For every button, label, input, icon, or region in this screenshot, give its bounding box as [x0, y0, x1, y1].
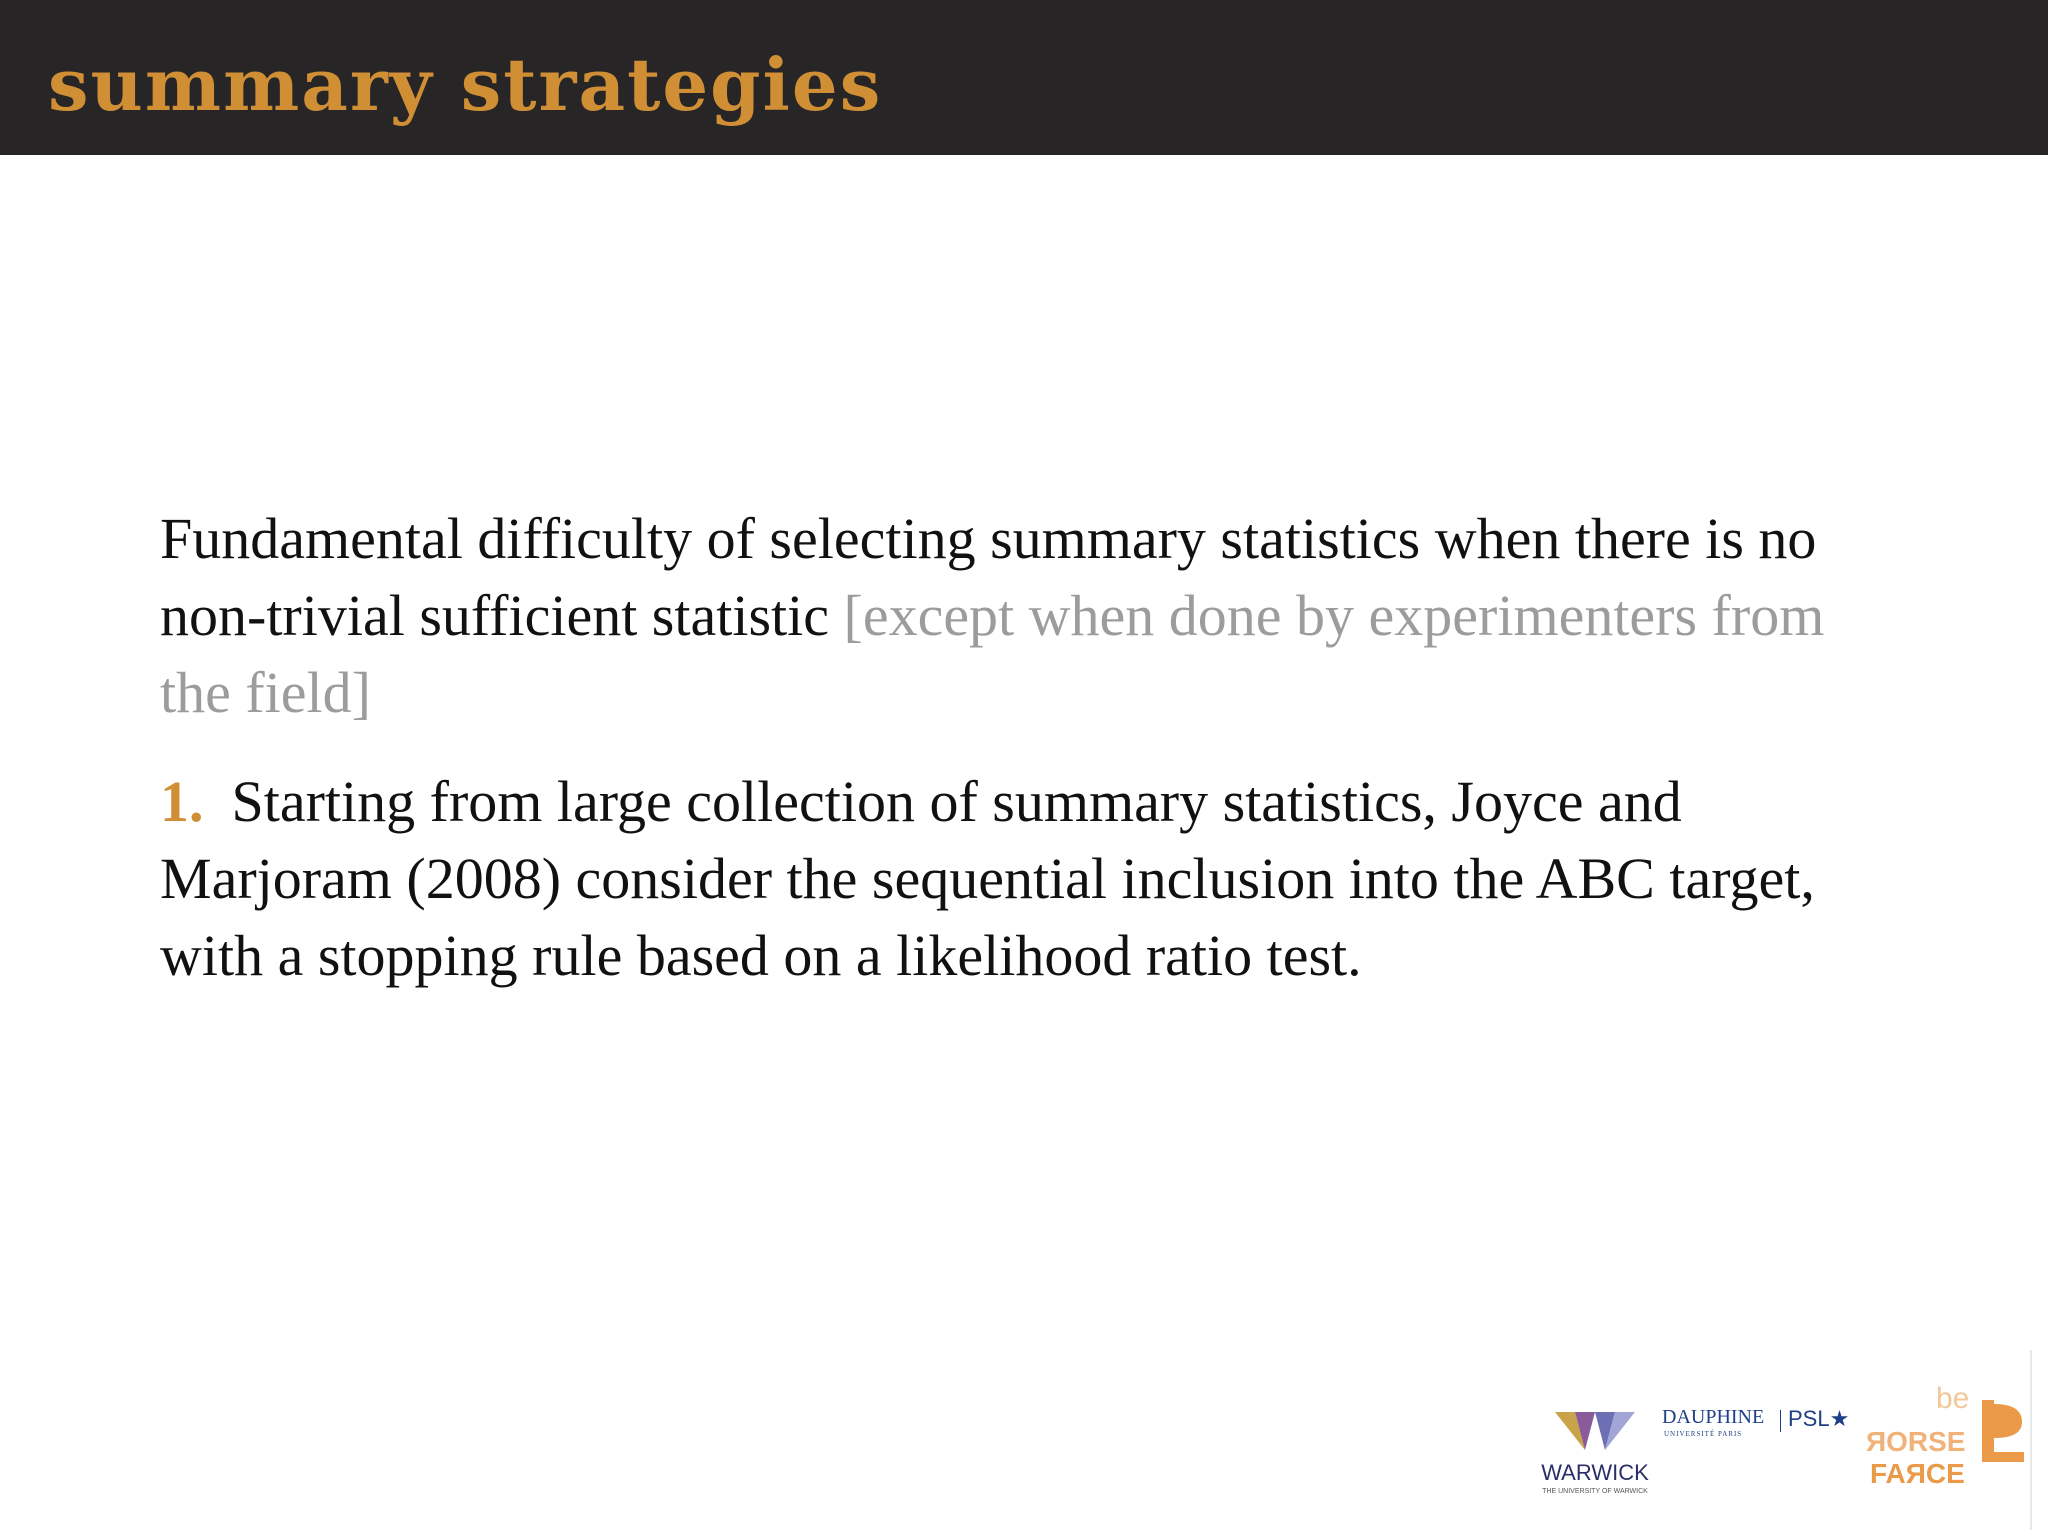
warwick-logo-icon: [1555, 1408, 1635, 1456]
bayes-horse-icon: [1978, 1396, 2028, 1466]
intro-main-text: Fundamental difficulty of selecting summary statistics when there is no non-trivial sufficient statistic: [160, 506, 1817, 648]
intro-aside-text: [except when done by experimenters from the field]: [160, 583, 1825, 725]
dauphine-name: DAUPHINE: [1662, 1406, 1765, 1428]
logo-separator: [1780, 1410, 1781, 1432]
slide-title: summary strategies: [48, 42, 883, 127]
warwick-logo: [1530, 1400, 1660, 1520]
bayes-logo-top: be: [1936, 1382, 1970, 1415]
slide-header: [0, 0, 2048, 155]
list-item-text: Starting from large collection of summary statistics, Joyce and Marjoram (2008) consider the sequential inclusion into the ABC target, with a stopping rule based on a likelihood ratio test.: [160, 769, 1815, 988]
bayes-logo-bottom: FAЯCE: [1870, 1458, 1965, 1489]
dauphine-subtitle: UNIVERSITÉ PARIS: [1664, 1430, 1743, 1438]
slide-body: [160, 500, 1900, 1026]
warwick-subtitle: THE UNIVERSITY OF WARWICK: [1542, 1488, 1648, 1495]
list-item-number: 1.: [160, 769, 204, 834]
bayes-logo: [1866, 1382, 2036, 1522]
intro-paragraph: [160, 500, 1900, 731]
psl-name: PSL★: [1788, 1406, 1850, 1431]
warwick-name: WARWICK: [1541, 1460, 1649, 1485]
bayes-logo-middle: ЯORSE: [1866, 1426, 1966, 1457]
dauphine-psl-logo: [1662, 1406, 1852, 1456]
list-item: [160, 763, 1900, 994]
footer-logos: [1520, 1380, 2040, 1530]
